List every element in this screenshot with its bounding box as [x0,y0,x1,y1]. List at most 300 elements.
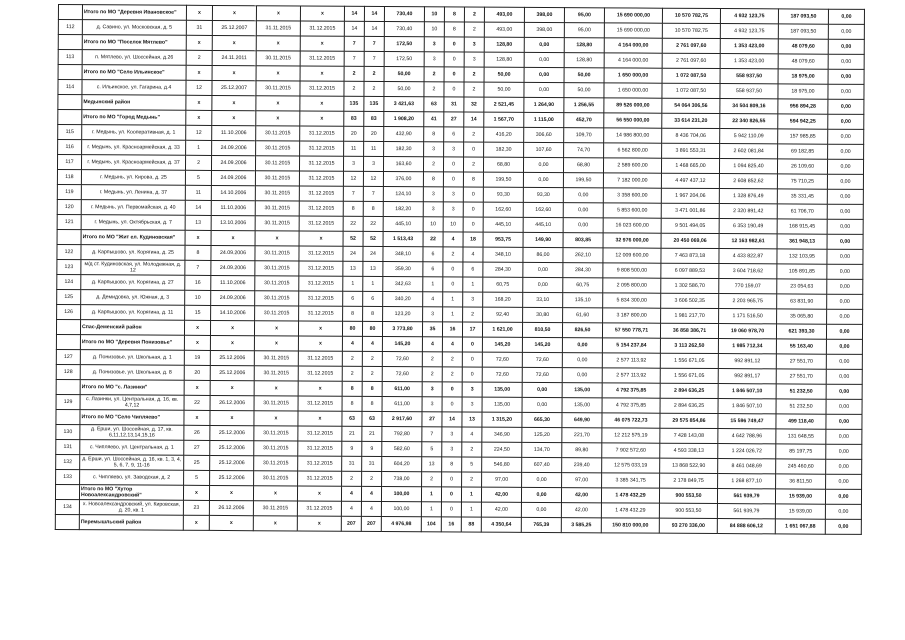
table-cell: 24.09.2006 [211,245,255,260]
table-cell: 31.12.2015 [299,216,343,231]
table-cell [58,65,82,80]
table-cell: д. Ерши, ул. Шоссейная, д. 16, кв. 1, 3, 4, 5, 6, 7, 9, 11-16 [80,455,184,471]
table-cell: 0,00 [827,159,863,174]
table-cell: 730,40 [384,6,424,21]
table-cell: 31.12.2015 [299,201,343,216]
table-cell: 2 [422,472,442,487]
table-cell: 30.11.2015 [254,366,298,381]
table-cell: 11.10.2006 [212,125,256,140]
table-cell: 346,90 [482,427,522,442]
table-cell: 25.12.2007 [212,80,256,95]
table-cell: 112 [58,20,82,35]
table-cell: x [186,35,212,50]
table-cell: 0,00 [828,129,864,144]
table-cell: 4 [463,247,483,262]
table-cell: 24.09.2006 [211,290,255,305]
table-cell: 31.12.2015 [299,156,343,171]
table-cell: 0,00 [521,487,561,502]
table-cell: 93,30 [483,187,523,202]
table-cell: 5 [422,442,442,457]
table-cell: 0,00 [826,339,862,354]
table-cell: 493,00 [484,22,524,37]
table-cell: 5 [185,170,211,185]
table-cell: 145,20 [482,337,522,352]
table-cell: 27 551,70 [776,369,826,384]
table-cell: 1 328 876,49 [719,189,777,204]
table-cell: 32 976 000,00 [603,233,661,248]
table-cell: 50,00 [484,67,524,82]
table-cell: 900 553,50 [659,503,717,518]
table-cell: x [300,96,344,111]
table-cell: x [184,320,210,335]
table-cell: 13 [185,215,211,230]
table-cell: 7 [364,36,384,51]
table-cell: 187 093,50 [778,24,828,39]
table-cell: 0,00 [522,382,562,397]
table-cell: 3 604 718,62 [719,264,777,279]
table-cell [58,95,82,110]
table-cell: 9 501 494,05 [661,218,719,233]
table-cell: 14 [344,21,364,36]
table-cell: 24.09.2006 [211,170,255,185]
table-cell: 68,80 [483,157,523,172]
table-cell: x [210,410,254,425]
table-cell: x [300,36,344,51]
table-cell: 135 [364,96,384,111]
table-cell: 168,20 [483,292,523,307]
table-cell: 86,00 [523,247,563,262]
table-cell: 0,00 [827,234,863,249]
table-cell: 1 621,00 [482,322,522,337]
table-cell: 0,00 [826,474,862,489]
table-cell: 109,70 [564,128,604,143]
table-cell: 0 [443,157,463,172]
table-cell: 52 [363,231,383,246]
table-cell: 0,00 [562,353,602,368]
table-cell: 6 [444,127,464,142]
table-cell: 134 [55,499,79,514]
table-cell: 6 [463,262,483,277]
table-cell: 0 [463,187,483,202]
table-cell: 10 [443,217,463,232]
table-cell: 31.12.2015 [298,426,342,441]
table-cell: 262,10 [563,248,603,263]
table-cell: 11.10.2006 [211,275,255,290]
table-cell: 2 602 081,84 [720,144,778,159]
table-cell: x [184,410,210,425]
table-cell: 27 [184,440,210,455]
table-cell: 245 460,60 [776,459,826,474]
table-cell: 3 891 553,31 [662,143,720,158]
table-cell: 1 [363,276,383,291]
table-cell: x [255,231,299,246]
table-cell: 0 [463,217,483,232]
table-cell: 31.12.2015 [299,171,343,186]
table-cell: x [256,36,300,51]
table-cell: 16 [441,517,461,532]
table-cell: 7 [364,51,384,66]
table-cell: 7 428 143,08 [660,428,718,443]
table-cell: Итого по МО "Жит ел. Кудиновская" [81,230,185,246]
table-cell: 127 [56,349,80,364]
table-cell: 19 060 978,70 [718,324,776,339]
table-cell: 3 [463,292,483,307]
table-cell: 1 651 067,88 [775,519,825,534]
table-cell: 25.12.2007 [212,20,256,35]
table-cell: 131 648,55 [776,429,826,444]
table-cell: 31.12.2015 [298,471,342,486]
table-cell: 416,20 [484,127,524,142]
table-cell: Итого по МО "Деревня Ивановское" [82,5,186,21]
table-cell: 50,00 [564,83,604,98]
table-cell: 2 320 891,42 [719,204,777,219]
table-cell: 20 [344,126,364,141]
table-cell: д. Карпышово, ул. Корягина, д. 11 [81,305,185,321]
table-cell: 3 [464,37,484,52]
table-cell: 2 577 113,92 [602,368,660,383]
table-cell [56,319,80,334]
table-cell: 16 [185,275,211,290]
table-cell: 25.12.2006 [210,455,254,470]
table-cell: 1 171 516,50 [719,309,777,324]
table-cell: 1 256,55 [564,98,604,113]
table-cell: 4 [341,486,361,501]
table-cell: 2 894 636,25 [660,383,718,398]
table-cell: 4 [361,501,381,516]
table-cell: 42,00 [481,487,521,502]
table-cell: г. Медынь, ул. Ленина, д. 37 [81,185,185,201]
table-cell: 25.12.2006 [210,425,254,440]
table-cell: 558 937,50 [720,84,778,99]
table-cell: 2 894 636,25 [660,398,718,413]
table-cell: 61,60 [563,308,603,323]
table-cell: 730,40 [384,21,424,36]
table-cell: 68,80 [563,158,603,173]
table-cell: 1 846 507,10 [718,399,776,414]
table-cell: 0,00 [827,249,863,264]
table-cell: 0 [462,337,482,352]
table-cell: 0 [441,487,461,502]
table-cell: 132 103,95 [777,249,827,264]
table-cell: 2 589 600,00 [603,158,661,173]
table-cell: 3 [423,202,443,217]
table-cell: x [297,486,341,501]
table-cell: 74,70 [564,143,604,158]
table-body [55,5,864,535]
table-cell: 2 [364,66,384,81]
table-cell: 182,30 [384,141,424,156]
table-cell: x [212,110,256,125]
table-cell: 4 593 338,13 [660,443,718,458]
table-cell: 4 164 000,00 [604,53,662,68]
table-cell: 7 [185,260,211,275]
table-cell: 0,00 [828,144,864,159]
table-cell: 3 [443,202,463,217]
table-cell: 14.10.2006 [211,185,255,200]
table-cell: 1 302 586,70 [661,278,719,293]
table-cell: 31 [186,20,212,35]
table-cell: 665,30 [522,412,562,427]
table-cell: 15 [185,305,211,320]
table-cell: 128 [56,364,80,379]
table-cell: 61 706,70 [777,204,827,219]
table-cell: 120 [57,199,81,214]
table-cell: 0,00 [828,39,864,54]
table-cell: 24.09.2006 [212,140,256,155]
table-cell: 15 596 749,47 [718,414,776,429]
table-cell: 150 810 000,00 [601,518,659,533]
table-cell: 0 [462,352,482,367]
table-cell: 69 182,85 [778,144,828,159]
table-cell: 792,80 [382,426,422,441]
table-cell: 649,90 [562,413,602,428]
table-cell: 33 614 231,20 [662,113,720,128]
table-cell: 900 553,50 [659,488,717,503]
table-cell: 2 [442,352,462,367]
table-cell: 48 079,60 [778,39,828,54]
table-cell: 104 [421,517,441,532]
table-cell: 361 948,13 [777,234,827,249]
table-cell: 1 985 712,34 [718,339,776,354]
table-cell: 31.12.2015 [299,291,343,306]
table-cell: 11 [185,185,211,200]
table-cell: Итого по МО "с. Лазинки" [80,380,184,396]
table-cell: с. Ильинское, ул. Гагарина, д.4 [82,80,186,96]
table-cell: 18 [463,232,483,247]
table-cell: 0,00 [563,188,603,203]
table-cell: 51 232,50 [776,399,826,414]
table-cell: 0 [443,277,463,292]
table-cell: 63 [342,411,362,426]
table-cell: 342,63 [383,276,423,291]
table-cell: 0,00 [524,52,564,67]
table-cell: 2 [186,50,212,65]
table-cell: 0,00 [563,218,603,233]
table-cell: 22 [343,216,363,231]
table-cell [57,229,81,244]
table-cell: 0,00 [828,54,864,69]
table-cell: 50,00 [564,68,604,83]
table-cell: x [298,381,342,396]
table-cell: 149,90 [523,232,563,247]
table-cell: 3 [424,142,444,157]
table-cell: 499 118,40 [776,414,826,429]
table-cell: 445,10 [483,217,523,232]
table-cell: 2 [342,351,362,366]
table-cell: 3 [423,307,443,322]
table-cell: 31.12.2015 [298,456,342,471]
table-cell: 1 [421,487,441,502]
table-cell: 3 [442,442,462,457]
table-cell: x [184,335,210,350]
table-cell: 12 009 600,00 [603,248,661,263]
table-cell: 1 [443,307,463,322]
table-cell: 27 [444,112,464,127]
table-cell: 2 [464,7,484,22]
table-cell: 594 942,25 [778,114,828,129]
table-cell: 5 [462,457,482,472]
table-cell: 1 556 671,05 [660,353,718,368]
table-cell: 0 [442,382,462,397]
table-cell: 0,00 [524,37,564,52]
table-cell: x [212,5,256,20]
table-cell: 7 [344,51,364,66]
table-cell: x [297,516,341,531]
table-cell: 0 [444,82,464,97]
table-cell: 20 [364,126,384,141]
table-cell: 558 937,50 [720,69,778,84]
table-cell: 1 264,90 [524,97,564,112]
table-cell [56,409,80,424]
table-cell: 2 917,60 [382,411,422,426]
table-cell: 1 268 877,10 [718,474,776,489]
table-cell: Итого по МО "Деревня Понизовье" [80,335,184,351]
table-cell: г. Медынь, ул. Первомайская, д. 40 [81,200,185,216]
table-cell: х. Новоалександровский, ул. Кировская, д. 20, кв. 1 [79,500,183,516]
table-cell: 12 575 033,19 [602,458,660,473]
table-cell: 546,80 [482,457,522,472]
table-cell: 3 [423,187,443,202]
table-cell: x [253,516,297,531]
table-cell: 31.12.2015 [298,351,342,366]
table-cell: 224,50 [482,442,522,457]
table-cell: 4 642 788,96 [718,429,776,444]
table-cell: 1 478 432,29 [601,503,659,518]
table-cell: 14 [185,200,211,215]
table-cell: 14 [442,412,462,427]
table-cell: 22 340 826,55 [720,114,778,129]
table-cell: 359,30 [383,261,423,276]
table-cell: 119 [57,184,81,199]
table-cell: 88 [461,517,481,532]
table-cell: д. Ерши, ул. Шоссейная, д. 17, кв. 6,11,12,13,14,15,16 [80,425,184,441]
table-cell: 24.09.2006 [211,155,255,170]
table-cell: 738,00 [382,471,422,486]
table-cell: 4 350,64 [481,517,521,532]
table-cell: 7 902 572,60 [602,443,660,458]
table-cell: 22 [184,395,210,410]
table-cell: 12 [186,125,212,140]
table-cell: Перемышльский район [79,515,183,531]
table-cell: 0,00 [563,203,603,218]
table-cell: 4 [361,486,381,501]
table-cell: 306,60 [524,127,564,142]
table-cell: 1 556 671,05 [660,368,718,383]
table-cell: 1 353 423,00 [720,39,778,54]
table-cell: 2 [424,82,444,97]
table-cell: 55 163,40 [776,339,826,354]
housing-program-table [55,4,865,535]
table-cell: 22 [363,216,383,231]
table-cell: x [254,321,298,336]
table-cell: 13 [462,412,482,427]
table-cell: 105 891,85 [777,264,827,279]
table-cell: 0,00 [827,174,863,189]
table-cell: 24.09.2006 [211,260,255,275]
table-cell: x [300,111,344,126]
table-cell: 13 [363,261,383,276]
table-cell: 4 932 123,75 [720,24,778,39]
table-cell: 621 393,30 [776,324,826,339]
table-cell: д. Карпышово, ул. Корягина, д. 27 [81,275,185,291]
table-cell: x [209,485,253,500]
table-cell: 1 478 432,29 [601,488,659,503]
table-cell: 2 [442,367,462,382]
table-cell: 7 182 000,00 [603,173,661,188]
table-cell: 116 [58,140,82,155]
table-cell: 12 [363,171,383,186]
table-cell: x [256,66,300,81]
table-cell: 199,50 [483,172,523,187]
table-cell: 125 [57,289,81,304]
table-cell: 133 [56,469,80,484]
table-cell: x [211,230,255,245]
table-cell: 12 163 982,61 [719,234,777,249]
table-cell: 4 [341,501,361,516]
table-cell: 122 [57,244,81,259]
table-cell: 135 [344,96,364,111]
table-cell: 14 [364,6,384,21]
table-cell: 42,00 [481,502,521,517]
table-cell: 30.11.2015 [254,396,298,411]
table-cell: 135,00 [482,397,522,412]
table-cell: 35 [422,322,442,337]
table-cell: Медынский район [82,95,186,111]
table-cell: д. Карпышово, ул. Корягина, д. 25 [81,245,185,261]
table-cell: 85 197,75 [776,444,826,459]
table-cell: 12 [343,171,363,186]
table-cell: 0 [444,67,464,82]
table-cell: 4 [443,232,463,247]
table-cell: x [254,336,298,351]
table-cell: 4 [442,337,462,352]
table-cell: 4 497 437,12 [661,173,719,188]
table-cell: 107,60 [524,142,564,157]
table-cell: 50,00 [384,66,424,81]
table-cell: 25.12.2006 [210,470,254,485]
table-cell: 5 853 600,00 [603,203,661,218]
table-cell: 1 [443,292,463,307]
table-cell: д. Понизовье, ул. Школьная, д. 1 [80,350,184,366]
table-cell: 72,60 [522,367,562,382]
table-cell: 30.11.2015 [255,201,299,216]
table-cell: 3 [363,156,383,171]
table-cell: 561 939,79 [717,489,775,504]
table-cell: 2 [344,81,364,96]
table-cell: 3 471 001,86 [661,203,719,218]
table-cell: 3 773,80 [382,321,422,336]
table-cell: 187 093,50 [778,9,828,24]
table-cell: 2 [362,366,382,381]
table-cell: 2 [362,471,382,486]
table-cell: 0,00 [523,172,563,187]
table-cell: 0,00 [826,324,862,339]
table-cell: 124,10 [383,186,423,201]
table-cell: 7 [343,186,363,201]
table-cell: 30.11.2015 [255,276,299,291]
table-cell: 30.11.2015 [256,126,300,141]
table-cell: 992 891,12 [718,354,776,369]
table-cell: 26.12.2006 [210,395,254,410]
table-cell: x [300,6,344,21]
table-cell: 80 [342,321,362,336]
table-cell: 31 [342,456,362,471]
table-cell: x [186,5,212,20]
table-cell: 30.11.2015 [254,441,298,456]
table-cell: 27 [422,412,442,427]
table-cell: 16 023 600,00 [603,218,661,233]
table-cell: 31 [444,97,464,112]
